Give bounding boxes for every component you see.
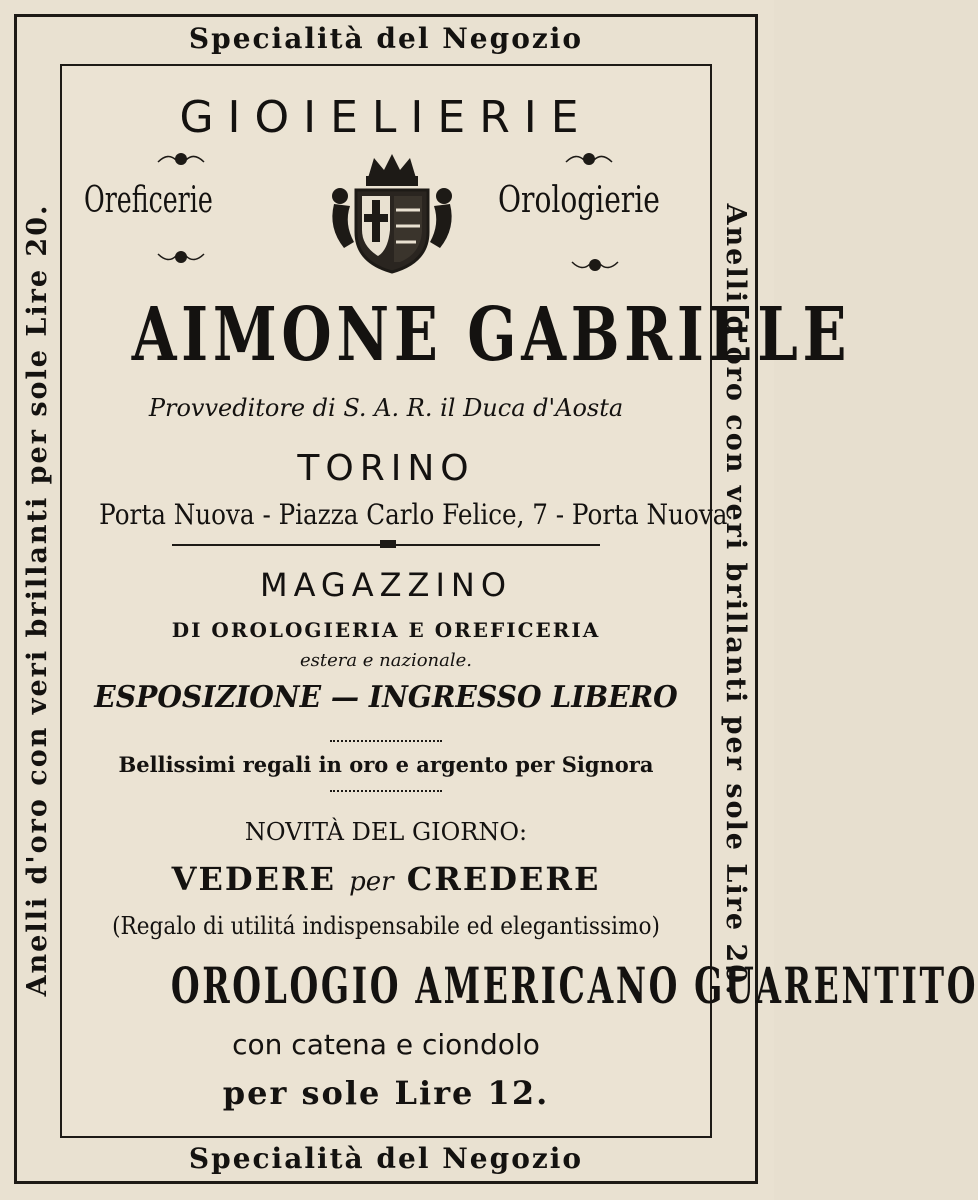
exposition-line: ESPOSIZIONE — INGRESSO LIBERO	[94, 680, 678, 715]
purveyor-line: Provveditore di S. A. R. il Duca d'Aosta	[148, 394, 624, 422]
gift-note: (Regalo di utilitá indispensabile ed elegantissimo)	[112, 912, 660, 940]
right-subheading: Orologierie	[498, 180, 660, 221]
left-subheading: Oreficerie	[84, 180, 213, 221]
dotted-divider	[330, 740, 442, 742]
top-band-text: Specialità del Negozio	[188, 22, 584, 55]
merchant-name: AIMONE GABRIELE	[131, 292, 852, 378]
chain-line: con catena e ciondolo	[232, 1028, 540, 1061]
novelty-heading: NOVITÀ DEL GIORNO:	[244, 818, 528, 846]
city: TORINO	[297, 448, 475, 489]
slogan-vedere: VEDERE	[171, 860, 336, 898]
origin-line: estera e nazionale.	[299, 650, 473, 671]
flower-ornament-icon	[570, 254, 620, 276]
dotted-divider	[330, 790, 442, 792]
flower-ornament-icon	[156, 148, 206, 170]
flower-ornament-icon	[156, 246, 206, 268]
slogan	[60, 860, 712, 898]
flower-ornament-icon	[564, 148, 614, 170]
address: Porta Nuova - Piazza Carlo Felice, 7 - Porta Nuova	[99, 498, 728, 531]
gifts-line: Bellissimi regali in oro e argento per Signora	[118, 752, 654, 777]
bottom-band-text: Specialità del Negozio	[188, 1142, 584, 1175]
magazzino-heading: MAGAZZINO	[259, 566, 513, 604]
left-side-text: Anelli d'oro con veri brillanti per sole Lire 20.	[22, 203, 53, 997]
coat-of-arms-icon	[326, 150, 458, 278]
slogan-per: per	[349, 867, 394, 897]
price-line: per sole Lire 12.	[222, 1074, 550, 1112]
watch-headline: OROLOGIO AMERICANO GUARENTITO	[170, 956, 978, 1015]
divider-ornament	[380, 540, 396, 548]
heading-gioielierie: GIOIELIERIE	[179, 92, 593, 143]
right-side-text: Anelli d'oro con veri brillanti per sole Lire 20.	[720, 203, 751, 997]
slogan-credere: CREDERE	[406, 860, 601, 898]
magazzino-subheading: DI OROLOGIERIA E OREFICERIA	[171, 618, 601, 642]
